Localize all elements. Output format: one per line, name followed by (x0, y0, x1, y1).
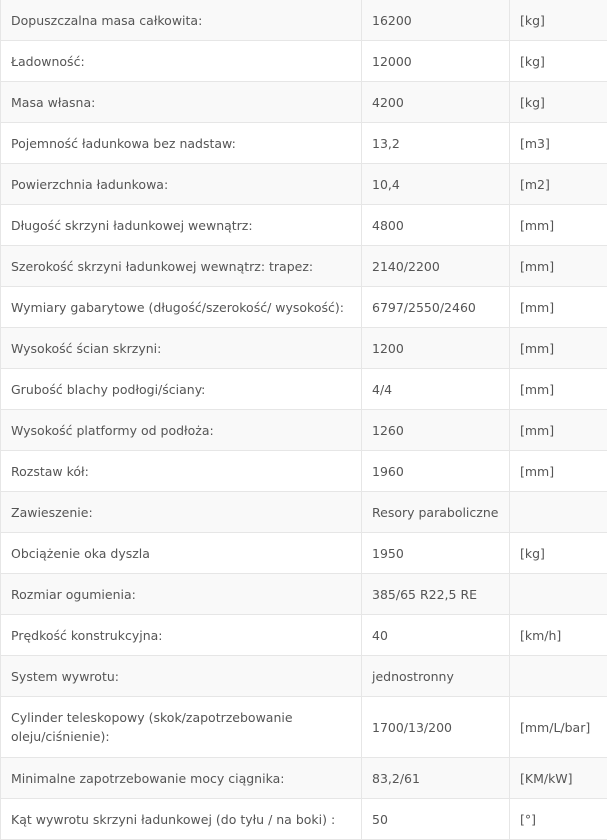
spec-value: 4/4 (362, 369, 510, 410)
spec-label: Wymiary gabarytowe (długość/szerokość/ wysokość): (1, 287, 362, 328)
spec-value: 1260 (362, 410, 510, 451)
spec-row (1, 287, 607, 328)
spec-unit: [kg] (510, 82, 607, 123)
spec-label: Masa własna: (1, 82, 362, 123)
spec-unit: [mm] (510, 246, 607, 287)
spec-value: 13,2 (362, 123, 510, 164)
spec-row (1, 328, 607, 369)
spec-unit: [km/h] (510, 615, 607, 656)
spec-label: Szerokość skrzyni ładunkowej wewnątrz: trapez: (1, 246, 362, 287)
spec-label: Cylinder teleskopowy (skok/zapotrzebowanie oleju/ciśnienie): (1, 697, 362, 758)
spec-value: 385/65 R22,5 RE (362, 574, 510, 615)
spec-row (1, 82, 607, 123)
spec-value: 16200 (362, 0, 510, 41)
spec-value: 10,4 (362, 164, 510, 205)
spec-value: Resory paraboliczne (362, 492, 510, 533)
spec-label: Kąt wywrotu skrzyni ładunkowej (do tyłu / na boki) : (1, 799, 362, 840)
spec-value: 50 (362, 799, 510, 840)
spec-unit: [mm/L/bar] (510, 697, 607, 758)
spec-row (1, 697, 607, 758)
spec-row (1, 205, 607, 246)
spec-unit (510, 574, 607, 615)
spec-row (1, 615, 607, 656)
spec-row (1, 246, 607, 287)
spec-row (1, 41, 607, 82)
spec-row (1, 574, 607, 615)
spec-unit (510, 492, 607, 533)
spec-unit: [kg] (510, 533, 607, 574)
spec-label: Wysokość platformy od podłoża: (1, 410, 362, 451)
spec-unit (510, 656, 607, 697)
spec-row (1, 123, 607, 164)
spec-row (1, 164, 607, 205)
spec-value: 6797/2550/2460 (362, 287, 510, 328)
spec-unit: [mm] (510, 410, 607, 451)
spec-value: 40 (362, 615, 510, 656)
spec-row (1, 0, 607, 41)
spec-row (1, 758, 607, 799)
spec-label: Minimalne zapotrzebowanie mocy ciągnika: (1, 758, 362, 799)
spec-label: Powierzchnia ładunkowa: (1, 164, 362, 205)
spec-label: System wywrotu: (1, 656, 362, 697)
specifications-body (1, 0, 607, 840)
spec-label: Długość skrzyni ładunkowej wewnątrz: (1, 205, 362, 246)
spec-unit: [kg] (510, 41, 607, 82)
spec-value: 12000 (362, 41, 510, 82)
spec-value: 2140/2200 (362, 246, 510, 287)
spec-unit: [mm] (510, 205, 607, 246)
spec-unit: [mm] (510, 328, 607, 369)
spec-unit: [m2] (510, 164, 607, 205)
spec-unit: [m3] (510, 123, 607, 164)
spec-value: 83,2/61 (362, 758, 510, 799)
spec-unit: [mm] (510, 287, 607, 328)
spec-unit: [kg] (510, 0, 607, 41)
spec-label: Zawieszenie: (1, 492, 362, 533)
spec-row (1, 533, 607, 574)
spec-row (1, 656, 607, 697)
spec-value: 1950 (362, 533, 510, 574)
spec-row (1, 369, 607, 410)
spec-value: 1960 (362, 451, 510, 492)
spec-row (1, 799, 607, 840)
spec-label: Rozstaw kół: (1, 451, 362, 492)
spec-unit: [°] (510, 799, 607, 840)
spec-label: Rozmiar ogumienia: (1, 574, 362, 615)
spec-row (1, 492, 607, 533)
spec-row (1, 410, 607, 451)
spec-label: Prędkość konstrukcyjna: (1, 615, 362, 656)
spec-label: Pojemność ładunkowa bez nadstaw: (1, 123, 362, 164)
spec-unit: [mm] (510, 451, 607, 492)
spec-value: 4200 (362, 82, 510, 123)
spec-value: 1200 (362, 328, 510, 369)
spec-label: Dopuszczalna masa całkowita: (1, 0, 362, 41)
spec-row (1, 451, 607, 492)
spec-value: 1700/13/200 (362, 697, 510, 758)
spec-value: 4800 (362, 205, 510, 246)
spec-unit: [mm] (510, 369, 607, 410)
spec-label: Grubość blachy podłogi/ściany: (1, 369, 362, 410)
spec-label: Wysokość ścian skrzyni: (1, 328, 362, 369)
spec-unit: [KM/kW] (510, 758, 607, 799)
spec-label: Obciążenie oka dyszla (1, 533, 362, 574)
spec-label: Ładowność: (1, 41, 362, 82)
spec-value: jednostronny (362, 656, 510, 697)
